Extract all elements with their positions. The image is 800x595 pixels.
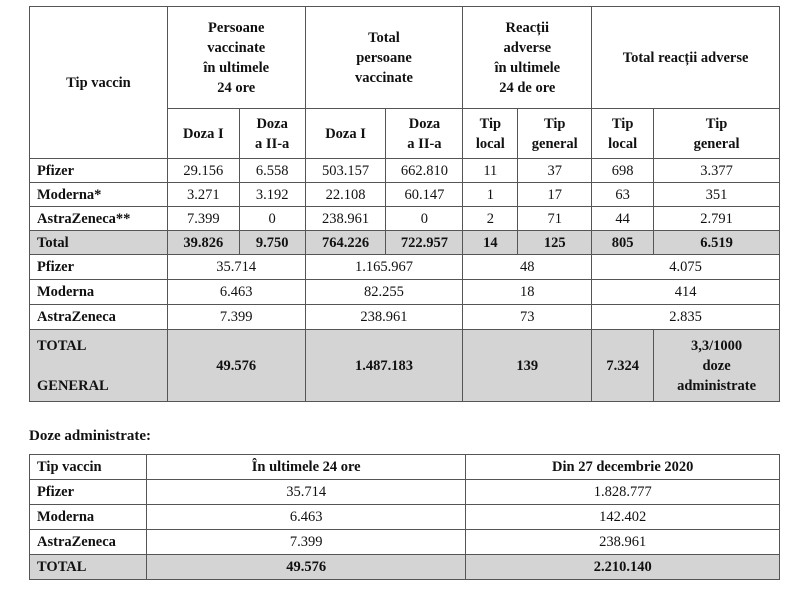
summary-row (30, 305, 780, 330)
cell: 1 (463, 183, 518, 207)
cell: 1.828.777 (466, 480, 780, 505)
row-name: Pfizer (30, 159, 168, 183)
cell: 82.255 (305, 280, 463, 305)
cell: 71 (518, 207, 592, 231)
total-row (30, 555, 780, 580)
header-line: Persoane (208, 19, 265, 36)
row-name: Pfizer (30, 480, 147, 505)
row-name: Pfizer (30, 255, 168, 280)
header-line: 24 de ore (499, 79, 556, 96)
rate-line: 3,3/1000 (690, 337, 743, 354)
row-name: AstraZeneca (30, 530, 147, 555)
cell: 2.791 (654, 207, 780, 231)
cell: 2.210.140 (466, 555, 780, 580)
cell: 142.402 (466, 505, 780, 530)
header-tip-general (654, 109, 780, 159)
cell: 9.750 (239, 231, 305, 255)
label-line: TOTAL (37, 337, 87, 354)
cell: 4.075 (592, 255, 780, 280)
header-line: local (608, 135, 638, 152)
cell: 722.957 (386, 231, 463, 255)
row-name: AstraZeneca** (30, 207, 168, 231)
header-line: Tip (611, 115, 634, 132)
header-line: adverse (503, 39, 552, 56)
cell: 1.165.967 (305, 255, 463, 280)
header-total-vaccinated (305, 7, 463, 109)
header-doza2 (386, 109, 463, 159)
vaccination-table (29, 6, 780, 402)
cell: 139 (463, 330, 592, 402)
cell: 414 (592, 280, 780, 305)
header-line: local (475, 135, 505, 152)
cell: 35.714 (167, 255, 305, 280)
cell: 351 (654, 183, 780, 207)
cell: 18 (463, 280, 592, 305)
header-tip-local (463, 109, 518, 159)
cell: 238.961 (466, 530, 780, 555)
cell: 6.558 (239, 159, 305, 183)
cell: 63 (592, 183, 654, 207)
rate-line: doze (702, 357, 731, 374)
section-subtitle: Doze administrate: (29, 428, 152, 444)
label-line: GENERAL (37, 377, 109, 394)
table-row (30, 530, 780, 555)
cell: 49.576 (146, 555, 466, 580)
cell: 503.157 (305, 159, 386, 183)
header-total-reactions: Total reacții adverse (592, 7, 780, 109)
row-name: Moderna (30, 505, 147, 530)
cell: 6.463 (146, 505, 466, 530)
table-row (30, 183, 780, 207)
summary-row (30, 280, 780, 305)
header-doza1: Doza I (167, 109, 239, 159)
row-name (30, 330, 168, 402)
cell: 73 (463, 305, 592, 330)
cell: 7.324 (592, 330, 654, 402)
cell: 60.147 (386, 183, 463, 207)
header-line: în ultimele (203, 59, 270, 76)
cell: 29.156 (167, 159, 239, 183)
cell: 7.399 (167, 207, 239, 231)
header-line: a II-a (407, 135, 442, 152)
cell: 39.826 (167, 231, 239, 255)
table-row (30, 159, 780, 183)
header-tip-vaccin: Tip vaccin (30, 455, 147, 480)
header-line: Doza (408, 115, 441, 132)
summary-row (30, 255, 780, 280)
cell: 764.226 (305, 231, 386, 255)
cell: 805 (592, 231, 654, 255)
cell: 6.463 (167, 280, 305, 305)
header-line: Doza (256, 115, 288, 132)
header-line: Tip (705, 115, 728, 132)
header-line: 24 ore (217, 79, 256, 96)
cell: 0 (386, 207, 463, 231)
cell: 238.961 (305, 305, 463, 330)
header-vaccinated-24h (167, 7, 305, 109)
header-line: Reacții (505, 19, 550, 36)
header-line: Tip (543, 115, 566, 132)
doses-table (29, 454, 780, 580)
total-row (30, 231, 780, 255)
cell: 3.377 (654, 159, 780, 183)
cell: 7.399 (146, 530, 466, 555)
header-last-24h: În ultimele 24 ore (146, 455, 466, 480)
header-line: general (693, 135, 740, 152)
rate-line: administrate (677, 377, 757, 394)
header-line: în ultimele (494, 59, 561, 76)
cell: 3.192 (239, 183, 305, 207)
cell: 238.961 (305, 207, 386, 231)
rate-cell (654, 330, 780, 402)
cell: 0 (239, 207, 305, 231)
header-doza1: Doza I (305, 109, 386, 159)
cell: 49.576 (167, 330, 305, 402)
table-row (30, 480, 780, 505)
header-since-date: Din 27 decembrie 2020 (466, 455, 780, 480)
cell: 662.810 (386, 159, 463, 183)
header-line: Total (368, 29, 400, 46)
header-tip-general (518, 109, 592, 159)
header-reactions-24h (463, 7, 592, 109)
cell: 3.271 (167, 183, 239, 207)
cell: 2 (463, 207, 518, 231)
cell: 7.399 (167, 305, 305, 330)
table-row (30, 207, 780, 231)
header-tip-vaccin: Tip vaccin (30, 7, 168, 159)
header-line: persoane (356, 49, 412, 66)
row-name: Moderna (30, 280, 168, 305)
row-name: TOTAL (30, 555, 147, 580)
cell: 35.714 (146, 480, 466, 505)
row-name: Moderna* (30, 183, 168, 207)
row-name: AstraZeneca (30, 305, 168, 330)
cell: 14 (463, 231, 518, 255)
cell: 6.519 (654, 231, 780, 255)
cell: 44 (592, 207, 654, 231)
cell: 11 (463, 159, 518, 183)
cell: 48 (463, 255, 592, 280)
cell: 37 (518, 159, 592, 183)
header-doza2 (239, 109, 305, 159)
table-row (30, 505, 780, 530)
header-line: a II-a (255, 135, 290, 152)
header-tip-local (592, 109, 654, 159)
cell: 1.487.183 (305, 330, 463, 402)
row-name: Total (30, 231, 168, 255)
cell: 17 (518, 183, 592, 207)
cell: 22.108 (305, 183, 386, 207)
header-line: vaccinate (355, 69, 413, 86)
general-total-row (30, 330, 780, 402)
header-line: general (531, 135, 578, 152)
cell: 125 (518, 231, 592, 255)
cell: 2.835 (592, 305, 780, 330)
header-line: Tip (479, 115, 502, 132)
header-line: vaccinate (207, 39, 266, 56)
cell: 698 (592, 159, 654, 183)
